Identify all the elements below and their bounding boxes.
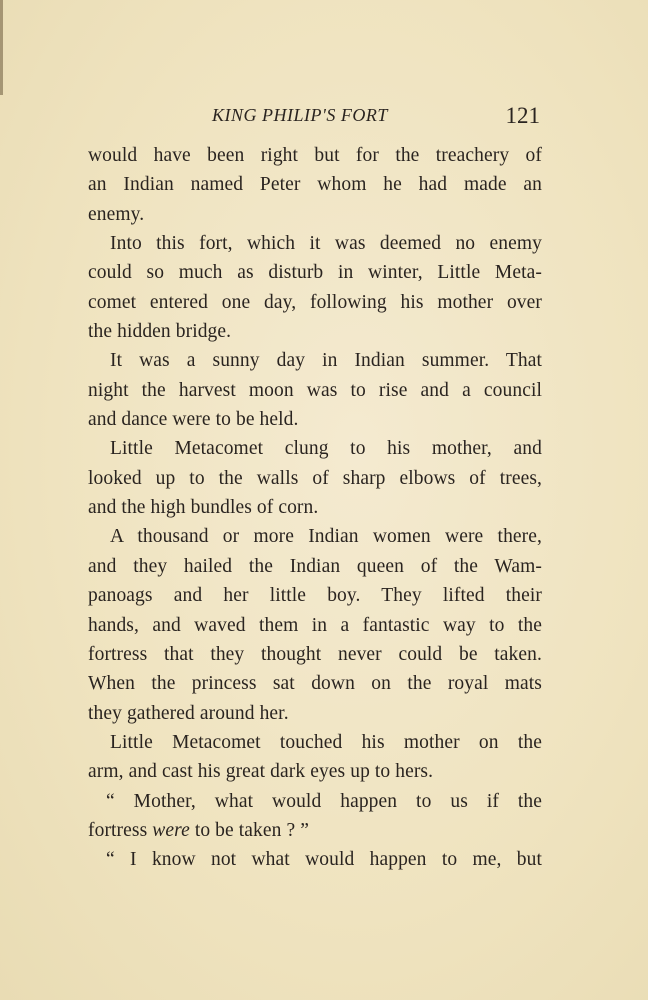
running-title: KING PHILIP'S FORT bbox=[212, 105, 388, 125]
text-line: hands, and waved them in a fantastic way to the bbox=[88, 614, 542, 636]
text-line: and they hailed the Indian queen of the Wam- bbox=[88, 555, 542, 577]
text-line: It was a sunny day in Indian summer. That bbox=[110, 350, 542, 372]
page-edge-mark bbox=[0, 0, 3, 95]
italic-word: were bbox=[152, 819, 190, 841]
text-line: panoags and her little boy. They lifted their bbox=[88, 585, 542, 607]
text-line: Little Metacomet touched his mother on the bbox=[110, 731, 542, 753]
text-line: fortress that they thought never could be taken. bbox=[88, 643, 542, 665]
text-line-with-italic bbox=[88, 816, 542, 845]
text-segment: fortress bbox=[88, 819, 153, 841]
text-line: “ I know not what would happen to me, but bbox=[106, 849, 542, 871]
text-line: When the princess sat down on the royal mats bbox=[88, 673, 542, 695]
text-line: A thousand or more Indian women were there, bbox=[110, 526, 542, 548]
text-line: they gathered around her. bbox=[88, 702, 289, 724]
text-line: and dance were to be held. bbox=[88, 409, 299, 431]
text-line: an Indian named Peter whom he had made an bbox=[88, 174, 542, 196]
text-line: Little Metacomet clung to his mother, and bbox=[110, 438, 542, 460]
text-line: arm, and cast his great dark eyes up to hers. bbox=[88, 761, 434, 783]
text-line: and the high bundles of corn. bbox=[88, 497, 319, 519]
text-line: enemy. bbox=[88, 203, 145, 225]
body-text bbox=[88, 141, 542, 875]
text-segment: to be taken ? ” bbox=[189, 819, 309, 841]
page-header bbox=[88, 103, 542, 133]
text-line: could so much as disturb in winter, Little Meta- bbox=[88, 262, 542, 284]
text-line: Into this fort, which it was deemed no enemy bbox=[110, 233, 542, 255]
text-line: looked up to the walls of sharp elbows of trees, bbox=[88, 467, 542, 489]
text-line: the hidden bridge. bbox=[88, 321, 232, 343]
text-line: comet entered one day, following his mother over bbox=[88, 291, 542, 313]
text-line: would have been right but for the treachery of bbox=[88, 145, 542, 166]
text-line: “ Mother, what would happen to us if the bbox=[106, 790, 542, 812]
text-line: night the harvest moon was to rise and a council bbox=[88, 379, 542, 401]
page-number: 121 bbox=[505, 103, 540, 128]
